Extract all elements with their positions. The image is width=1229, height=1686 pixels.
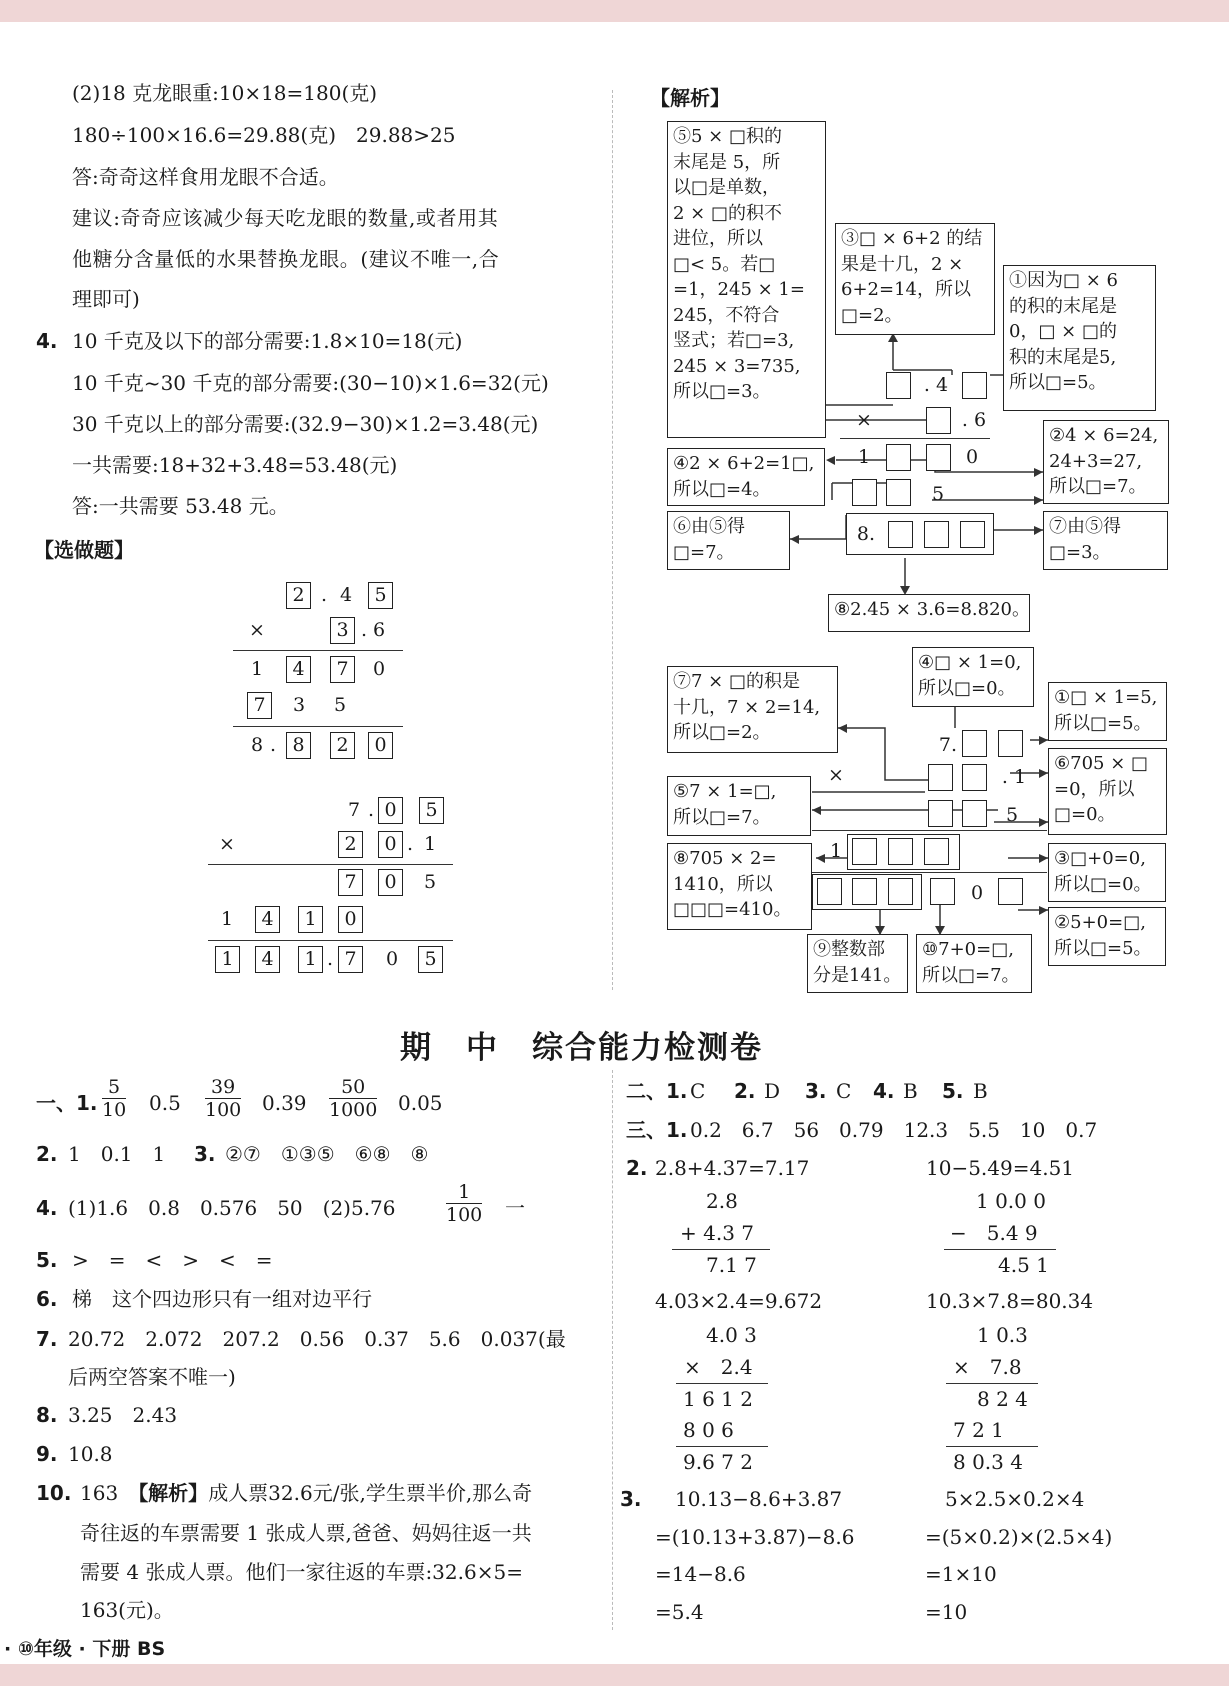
optional-section-title: 【选做题】 — [34, 538, 134, 562]
answer-line: 奇往返的车票需要 1 张成人票,爸爸、妈妈往返一共 — [80, 1521, 532, 1545]
digit-box: 5 — [418, 946, 443, 973]
question-number: 5. — [36, 1248, 58, 1272]
analysis-text: 成人票32.6元/张,学生票半价,那么奇 — [208, 1481, 533, 1505]
question-number: 7. — [36, 1327, 58, 1351]
analysis2-box-7: ⑦7 × □的积是 十几，7 × 2=14, 所以□=2。 — [667, 666, 838, 753]
analysis2-box-2: ②5+0=□, 所以□=5。 — [1048, 907, 1166, 966]
equation: =10 — [925, 1600, 968, 1624]
answer-line: 163(元)。 — [80, 1598, 174, 1622]
digit-box — [888, 521, 913, 548]
digit: 1 — [220, 908, 234, 930]
fraction: $\frac{1}{100}$ — [446, 1181, 483, 1226]
question-number: 二、1. — [626, 1079, 688, 1103]
vertical-calc-line: 2.8 — [706, 1189, 738, 1213]
digit-box — [998, 878, 1023, 905]
digit-box: 0 — [378, 831, 403, 858]
question-number: 2. — [36, 1142, 58, 1166]
answer-line: > = < > < = — [72, 1248, 273, 1272]
vertical-calc-line: 4.5 1 — [998, 1253, 1049, 1277]
vertical-calc-line: 8 0.3 4 — [953, 1450, 1023, 1474]
digit: 1 — [857, 446, 871, 468]
digit-box — [930, 878, 955, 905]
vertical-calc-line: 1 6 1 2 — [683, 1387, 753, 1411]
digit-box: 4 — [286, 656, 311, 683]
vertical-calc-line: − 5.4 9 — [950, 1221, 1038, 1245]
vertical-calc-line: 8 2 4 — [977, 1387, 1028, 1411]
answer-value: 0.05 — [398, 1091, 443, 1115]
question-number: 3. — [805, 1079, 827, 1103]
analysis-box-1: ①因为□ × 6 的积的末尾是 0，□ × □的 积的末尾是5, 所以□=5。 — [1003, 265, 1156, 411]
digit: 8 — [250, 734, 264, 756]
rule-line — [676, 1383, 768, 1384]
digit-box — [817, 878, 842, 905]
digit: 1 — [423, 833, 437, 855]
solution-line: 答:一共需要 53.48 元。 — [72, 494, 289, 518]
digit: 7 — [347, 799, 361, 821]
solution-line: 10 千克及以下的部分需要:1.8×10=18(元) — [72, 329, 463, 353]
question-number: 3. — [194, 1142, 216, 1166]
analysis-box-3: ③□ × 6+2 的结 果是十几，2 × 6+2=14，所以 □=2。 — [835, 223, 995, 335]
digit: 1 — [250, 658, 264, 680]
rule-line — [946, 1383, 1038, 1384]
digit-box — [960, 521, 985, 548]
solution-line: 180÷100×16.6=29.88(克) 29.88>25 — [72, 123, 456, 147]
equation: =14−8.6 — [655, 1562, 746, 1586]
solution-line: (2)18 克龙眼重:10×18=180(克) — [72, 81, 378, 105]
digit-box: 5 — [419, 797, 444, 824]
digit-box — [888, 878, 913, 905]
digit: 4 — [339, 584, 353, 606]
digit-box: 0 — [338, 906, 363, 933]
digit-box — [886, 372, 911, 399]
analysis-box-2: ②4 × 6=24, 24+3=27, 所以□=7。 — [1043, 420, 1169, 504]
digit-box — [962, 764, 987, 791]
analysis-tag: 【解析】 — [138, 1481, 209, 1505]
analysis2-box-6: ⑥705 × □ =0，所以 □=0。 — [1048, 748, 1167, 835]
vertical-calc-line: × 2.4 — [684, 1355, 753, 1379]
answer-line — [80, 1480, 532, 1506]
digit-box: 7 — [338, 869, 363, 896]
digit-box — [886, 479, 911, 506]
digit: 6 — [372, 619, 386, 641]
digit-box — [928, 800, 953, 827]
answer-value: 163 — [80, 1481, 139, 1505]
answer-line: 后两空答案不唯一) — [68, 1365, 236, 1389]
digit-box: 5 — [368, 582, 393, 609]
vertical-calc-line: + 4.3 7 — [680, 1221, 755, 1245]
analysis-title: 【解析】 — [650, 86, 730, 110]
equation: 5×2.5×0.2×4 — [945, 1487, 1085, 1511]
equation: 10.3×7.8=80.34 — [926, 1289, 1094, 1313]
digit: 1 — [829, 840, 843, 862]
digit-box — [852, 479, 877, 506]
solution-line: 答:奇奇这样食用龙眼不合适。 — [72, 165, 339, 189]
answer-line: 0.2 6.7 56 0.79 12.3 5.5 10 0.7 — [690, 1118, 1098, 1142]
equation: =(10.13+3.87)−8.6 — [655, 1525, 855, 1549]
question-number: 3. — [620, 1487, 642, 1511]
digit-box — [962, 800, 987, 827]
digit-box — [924, 521, 949, 548]
equation: 2.8+4.37=7.17 — [655, 1156, 810, 1180]
rule-line — [812, 830, 1047, 831]
digit: 5 — [423, 871, 437, 893]
question-number: 4. — [36, 329, 58, 353]
digit: . 6 — [961, 409, 987, 431]
digit-box — [928, 764, 953, 791]
analysis-box-6: ⑥由⑤得 □=7。 — [667, 511, 790, 570]
exam-title: 期 中 综合能力检测卷 — [400, 1030, 763, 1066]
digit: . 1 — [1001, 766, 1027, 788]
answer-value: B — [973, 1079, 988, 1103]
answer-value: 一 — [505, 1196, 525, 1220]
times-sign: × — [828, 764, 844, 786]
question-number: 2. — [734, 1079, 756, 1103]
answer-line: 需要 4 张成人票。他们一家往返的车票:32.6×5= — [80, 1560, 523, 1584]
analysis2-box-1: ①□ × 1=5, 所以□=5。 — [1048, 682, 1167, 741]
solution-line: 一共需要:18+32+3.48=53.48(元) — [72, 453, 398, 477]
digit-box: 7 — [330, 656, 355, 683]
digit: . 4 — [923, 374, 949, 396]
equation: =(5×0.2)×(2.5×4) — [925, 1525, 1113, 1549]
answer-line: 20.72 2.072 207.2 0.56 0.37 5.6 0.037(最 — [68, 1327, 566, 1351]
digit-box: 1 — [215, 946, 240, 973]
digit-box — [962, 730, 987, 757]
question-number: 一、1. — [36, 1091, 98, 1115]
digit-box: 2 — [330, 732, 355, 759]
digit-box: 2 — [338, 831, 363, 858]
times-sign: × — [219, 833, 235, 855]
vertical-calc-line: × 7.8 — [953, 1355, 1022, 1379]
equation: 10.13−8.6+3.87 — [675, 1487, 843, 1511]
answer-line: 10.8 — [68, 1442, 113, 1466]
digit-box — [888, 838, 913, 865]
question-number: 4. — [36, 1196, 58, 1220]
analysis-box-5: ⑤5 × □积的 末尾是 5，所 以□是单数， 2 × □的积不 进位，所以 □< 5。若□ =1，245 × 1= 245，不符合 竖式；若□=3, 245 × 3=735, 所以□=3。 — [667, 121, 826, 438]
question-number: 10. — [36, 1481, 72, 1505]
digit-box — [926, 444, 951, 471]
digit-box: 3 — [330, 617, 355, 644]
answer-value: D — [764, 1079, 801, 1103]
times-sign: × — [856, 409, 872, 431]
footer-grade-label: · ⑩年级 · 下册 BS — [4, 1638, 166, 1660]
solution-line: 理即可) — [72, 287, 140, 311]
solution-line: 建议:奇奇应该减少每天吃龙眼的数量,或者用其 — [72, 206, 499, 230]
digit-box — [998, 730, 1023, 757]
answer-value: C — [690, 1079, 726, 1103]
vertical-calc-line: 7.1 7 — [706, 1253, 757, 1277]
digit-box: 0 — [378, 797, 403, 824]
answer-value: 0.39 — [262, 1091, 307, 1115]
digit-box — [924, 838, 949, 865]
digit-box — [852, 838, 877, 865]
digit-box: 1 — [298, 906, 323, 933]
digit: 5 — [1005, 804, 1019, 826]
vertical-calc-line: 4.0 3 — [706, 1323, 757, 1347]
rule-line — [944, 1249, 1056, 1250]
analysis2-box-10: ⑩7+0=□, 所以□=7。 — [916, 934, 1032, 993]
answer-line: 1 0.1 1 — [68, 1142, 166, 1166]
digit: 5 — [931, 483, 945, 505]
digit: . — [269, 734, 277, 756]
question-number: 5. — [942, 1079, 964, 1103]
vertical-calc-line: 8 0 6 — [683, 1418, 734, 1442]
digit: 0 — [965, 446, 979, 468]
digit: 7. — [938, 734, 958, 756]
analysis-box-4: ④2 × 6+2=1□, 所以□=4。 — [667, 448, 825, 506]
digit-box: 7 — [247, 692, 272, 719]
rule-line — [672, 1249, 770, 1250]
digit-box: 0 — [378, 869, 403, 896]
question-number: 三、1. — [626, 1118, 688, 1142]
solution-line: 30 千克以上的部分需要:(32.9−30)×1.2=3.48(元) — [72, 412, 539, 436]
solution-line: 10 千克~30 千克的部分需要:(30−10)×1.6=32(元) — [72, 371, 549, 395]
fraction: $\frac{39}{100}$ — [205, 1076, 242, 1121]
digit: 0 — [372, 658, 386, 680]
digit-box — [962, 372, 987, 399]
question-number: 8. — [36, 1403, 58, 1427]
digit: 8. — [856, 523, 876, 545]
digit: . — [360, 619, 368, 641]
answer-value: C — [836, 1079, 872, 1103]
vertical-calc-line: 7 2 1 — [953, 1418, 1004, 1442]
digit-box: 0 — [368, 732, 393, 759]
fraction: $\frac{50}{1000}$ — [329, 1076, 378, 1121]
digit: 3 — [292, 694, 306, 716]
digit-box: 8 — [286, 732, 311, 759]
equation: 4.03×2.4=9.672 — [655, 1289, 823, 1313]
analysis-box-8: ⑧2.45 × 3.6=8.820。 — [828, 594, 1030, 632]
digit-box — [852, 878, 877, 905]
fraction: $\frac{5}{10}$ — [102, 1076, 127, 1121]
answer-value: B — [903, 1079, 938, 1103]
analysis-box-7: ⑦由⑤得 □=3。 — [1043, 511, 1168, 570]
digit: . — [326, 948, 334, 970]
answer-line: 梯 这个四边形只有一组对边平行 — [72, 1287, 372, 1311]
question-number: 6. — [36, 1287, 58, 1311]
analysis2-box-8: ⑧705 × 2= 1410，所以 □□□=410。 — [667, 843, 812, 930]
digit-box — [886, 444, 911, 471]
analysis2-box-4: ④□ × 1=0, 所以□=0。 — [912, 647, 1034, 707]
analysis2-box-5: ⑤7 × 1=□, 所以□=7。 — [667, 776, 811, 836]
digit: 5 — [333, 694, 347, 716]
analysis2-box-9: ⑨整数部 分是141。 — [807, 934, 908, 993]
rule-line — [840, 438, 990, 439]
answer-value: 0.5 — [149, 1091, 181, 1115]
digit: . — [320, 584, 328, 606]
rule-line — [676, 1446, 768, 1447]
analysis2-box-3: ③□+0=0, 所以□=0。 — [1048, 843, 1166, 902]
equation: 10−5.49=4.51 — [926, 1156, 1075, 1180]
digit-box: 4 — [255, 946, 280, 973]
digit: . — [406, 833, 414, 855]
digit: 0 — [970, 882, 984, 904]
question-number: 2. — [626, 1156, 648, 1180]
times-sign: × — [249, 619, 265, 641]
digit-box: 2 — [286, 582, 311, 609]
question-number: 4. — [873, 1079, 895, 1103]
answer-line: ②⑦ ①③⑤ ⑥⑧ ⑧ — [225, 1142, 429, 1166]
digit-box — [926, 407, 951, 434]
digit-box: 7 — [338, 946, 363, 973]
digit-box: 1 — [298, 946, 323, 973]
digit: . — [367, 799, 375, 821]
equation: =1×10 — [925, 1562, 997, 1586]
digit: 0 — [385, 948, 399, 970]
equation: =5.4 — [655, 1600, 704, 1624]
answer-line: 3.25 2.43 — [68, 1403, 178, 1427]
question-number: 9. — [36, 1442, 58, 1466]
answer-line: (1)1.6 0.8 0.576 50 (2)5.76 — [68, 1196, 396, 1220]
vertical-calc-line: 1 0.3 — [977, 1323, 1028, 1347]
digit-box: 4 — [255, 906, 280, 933]
rule-line — [812, 872, 1047, 873]
vertical-calc-line: 1 0.0 0 — [976, 1189, 1046, 1213]
solution-line: 他糖分含量低的水果替换龙眼。(建议不唯一,合 — [72, 247, 500, 271]
rule-line — [946, 1446, 1038, 1447]
vertical-calc-line: 9.6 7 2 — [683, 1450, 753, 1474]
